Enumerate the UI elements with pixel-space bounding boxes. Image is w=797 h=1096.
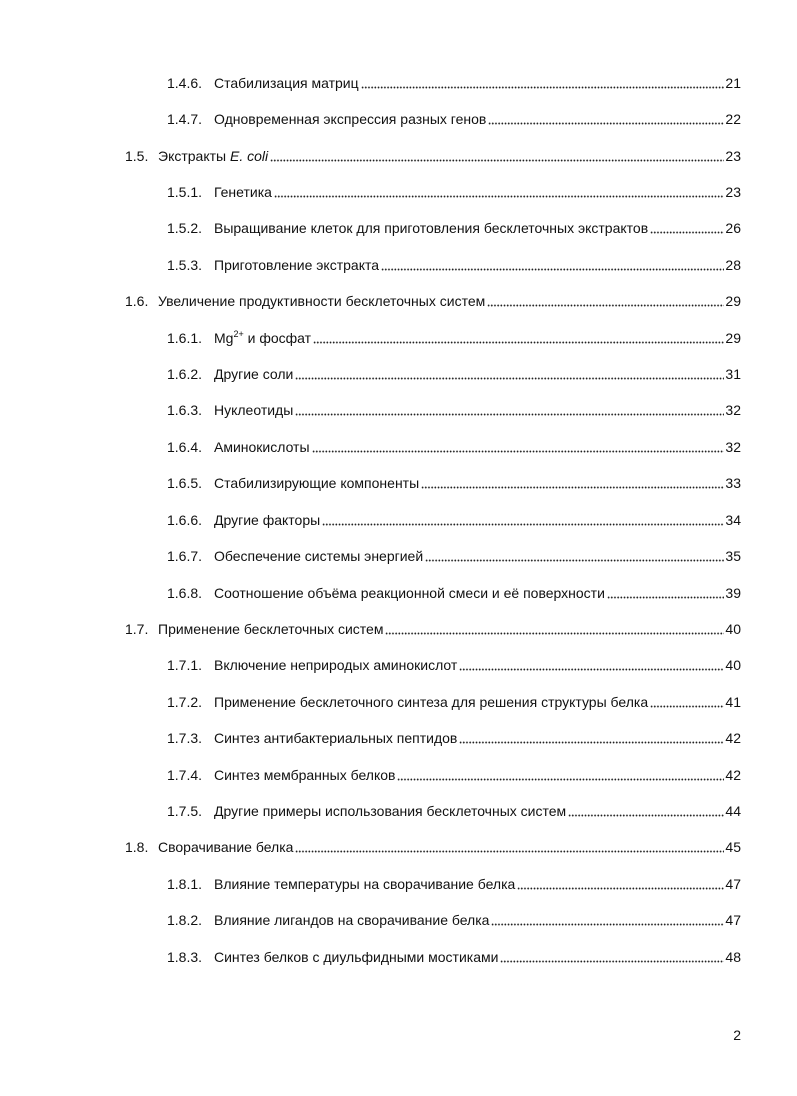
toc-entry-title: Приготовление экстракта xyxy=(214,257,380,273)
toc-entry xyxy=(125,289,741,309)
toc-entry-number: 1.6.1. xyxy=(167,330,203,346)
toc-entry xyxy=(167,508,741,528)
toc-entry-title: Сворачивание белка xyxy=(158,839,294,855)
toc-entry-number: 1.4.6. xyxy=(167,75,203,91)
toc-entry xyxy=(167,216,741,236)
toc-title-superscript: 2+ xyxy=(233,329,244,339)
toc-entry-number: 1.7.5. xyxy=(167,803,203,819)
toc-entry-title: Увеличение продуктивности бесклеточных систем xyxy=(158,293,486,309)
toc-entry xyxy=(167,544,741,564)
toc-entry-title xyxy=(214,330,311,346)
toc-entry xyxy=(167,435,741,455)
toc-entry-page: 32 xyxy=(725,402,741,418)
dot-leader xyxy=(312,437,724,453)
toc-entry xyxy=(167,362,741,382)
dot-leader xyxy=(421,473,724,489)
dot-leader xyxy=(459,655,724,671)
dot-leader xyxy=(385,619,724,635)
toc-entry xyxy=(167,653,741,673)
toc-entry xyxy=(167,581,741,601)
dot-leader xyxy=(650,692,724,708)
toc-entry xyxy=(167,872,741,892)
toc-entry-number: 1.6.8. xyxy=(167,585,203,601)
dot-leader xyxy=(313,328,724,344)
toc-entry-page: 28 xyxy=(725,257,741,273)
toc-entry-title: Применение бесклеточного синтеза для решения структуры белка xyxy=(214,694,649,710)
toc-entry-title: Применение бесклеточных систем xyxy=(158,621,384,637)
toc-entry-title: Включение неприродых аминокислот xyxy=(214,657,458,673)
toc-entry xyxy=(167,945,741,965)
toc-entry xyxy=(125,835,741,855)
toc-entry xyxy=(167,799,741,819)
toc-entry-number: 1.8. xyxy=(125,839,149,855)
toc-entry-number: 1.4.7. xyxy=(167,111,203,127)
dot-leader xyxy=(381,255,724,271)
toc-entry-title: Синтез белков с диульфидными мостиками xyxy=(214,949,499,965)
toc-entry-page: 26 xyxy=(725,220,741,236)
toc-entry xyxy=(167,326,741,346)
toc-entry-number: 1.7.3. xyxy=(167,730,203,746)
toc-entry-number: 1.8.2. xyxy=(167,912,203,928)
dot-leader xyxy=(274,182,724,198)
toc-entry xyxy=(167,398,741,418)
toc-entry-title: Синтез мембранных белков xyxy=(214,767,396,783)
dot-leader xyxy=(361,73,724,89)
dot-leader xyxy=(322,510,724,526)
toc-entry-number: 1.7.2. xyxy=(167,694,203,710)
toc-entry-page: 40 xyxy=(725,657,741,673)
toc-entry-number: 1.8.1. xyxy=(167,876,203,892)
toc-entry-title: Другие факторы xyxy=(214,512,321,528)
toc-entry-page: 29 xyxy=(725,293,741,309)
toc-entry-page: 48 xyxy=(725,949,741,965)
toc-entry xyxy=(167,690,741,710)
toc-entry-title: Влияние температуры на сворачивание белка xyxy=(214,876,516,892)
toc-entry xyxy=(167,107,741,127)
toc-entry-number: 1.6. xyxy=(125,293,149,309)
toc-entry xyxy=(125,617,741,637)
toc-entry-title: Выращивание клеток для приготовления бесклеточных экстрактов xyxy=(214,220,649,236)
toc-entry-title: Одновременная экспрессия разных генов xyxy=(214,111,487,127)
page-number: 2 xyxy=(733,1027,741,1043)
toc-entry-title: Обеспечение системы энергией xyxy=(214,548,424,564)
dot-leader xyxy=(487,291,724,307)
toc-entry-page: 29 xyxy=(725,330,741,346)
toc-entry-page: 23 xyxy=(725,184,741,200)
toc-entry-number: 1.6.7. xyxy=(167,548,203,564)
toc-entry-page: 34 xyxy=(725,512,741,528)
toc-entry-title: Генетика xyxy=(214,184,272,200)
toc-entry-number: 1.7.1. xyxy=(167,657,203,673)
toc-entry-title: Влияние лигандов на сворачивание белка xyxy=(214,912,490,928)
toc-entry-page: 42 xyxy=(725,730,741,746)
toc-entry-number: 1.6.2. xyxy=(167,366,203,382)
toc-entry-page: 41 xyxy=(725,694,741,710)
dot-leader xyxy=(488,109,724,125)
toc-title-text: Экстракты xyxy=(158,148,230,164)
toc-entry-page: 23 xyxy=(725,148,741,164)
toc-entry-number: 1.5. xyxy=(125,148,149,164)
toc-entry-number: 1.6.5. xyxy=(167,475,203,491)
toc-entry xyxy=(125,144,741,164)
dot-leader xyxy=(295,400,724,416)
toc-entry-number: 1.7.4. xyxy=(167,767,203,783)
toc-entry-number: 1.5.3. xyxy=(167,257,203,273)
toc-entry-page: 31 xyxy=(725,366,741,382)
toc-entry-title: Аминокислоты xyxy=(214,439,310,455)
toc-entry-page: 35 xyxy=(725,548,741,564)
toc-entry xyxy=(167,471,741,491)
toc-entry-title xyxy=(158,148,268,164)
toc-entry-page: 21 xyxy=(725,75,741,91)
dot-leader xyxy=(425,546,724,562)
toc-entry xyxy=(167,763,741,783)
toc-entry-number: 1.6.6. xyxy=(167,512,203,528)
toc-entry xyxy=(167,253,741,273)
toc-title-text: и фосфат xyxy=(243,330,312,346)
toc-entry xyxy=(167,726,741,746)
toc-entry-page: 40 xyxy=(725,621,741,637)
toc-entry-number: 1.6.4. xyxy=(167,439,203,455)
toc-entry-page: 47 xyxy=(725,912,741,928)
toc-entry-page: 44 xyxy=(725,803,741,819)
dot-leader xyxy=(500,947,724,963)
toc-entry-title: Соотношение объёма реакционной смеси и её поверхности xyxy=(214,585,605,601)
dot-leader xyxy=(295,837,724,853)
toc-entry-title: Стабилизирующие компоненты xyxy=(214,475,420,491)
dot-leader xyxy=(270,146,724,162)
dot-leader xyxy=(491,910,724,926)
toc-entry-page: 39 xyxy=(725,585,741,601)
toc-entry-page: 45 xyxy=(725,839,741,855)
toc-entry-page: 47 xyxy=(725,876,741,892)
toc-entry-number: 1.7. xyxy=(125,621,149,637)
toc-entry-title: Другие примеры использования бесклеточных систем xyxy=(214,803,567,819)
toc-title-italic: E. coli xyxy=(229,148,269,164)
toc-entry-number: 1.8.3. xyxy=(167,949,203,965)
dot-leader xyxy=(650,218,724,234)
toc-entry-title: Другие соли xyxy=(214,366,294,382)
toc-entry-title: Нуклеотиды xyxy=(214,402,294,418)
toc-entry-title: Синтез антибактериальных пептидов xyxy=(214,730,458,746)
toc-entry xyxy=(167,180,741,200)
dot-leader xyxy=(607,583,724,599)
toc-entry-number: 1.5.1. xyxy=(167,184,203,200)
toc-entry-page: 42 xyxy=(725,767,741,783)
dot-leader xyxy=(568,801,724,817)
toc-entry xyxy=(167,71,741,91)
toc-entry-title: Стабилизация матриц xyxy=(214,75,359,91)
toc-entry-page: 32 xyxy=(725,439,741,455)
dot-leader xyxy=(397,765,724,781)
dot-leader xyxy=(517,874,724,890)
dot-leader xyxy=(295,364,724,380)
toc-entry-page: 33 xyxy=(725,475,741,491)
toc-entry-number: 1.5.2. xyxy=(167,220,203,236)
toc-entry-number: 1.6.3. xyxy=(167,402,203,418)
toc-entry xyxy=(167,908,741,928)
toc-entry-page: 22 xyxy=(725,111,741,127)
dot-leader xyxy=(459,728,724,744)
toc-title-text: Mg xyxy=(214,330,234,346)
